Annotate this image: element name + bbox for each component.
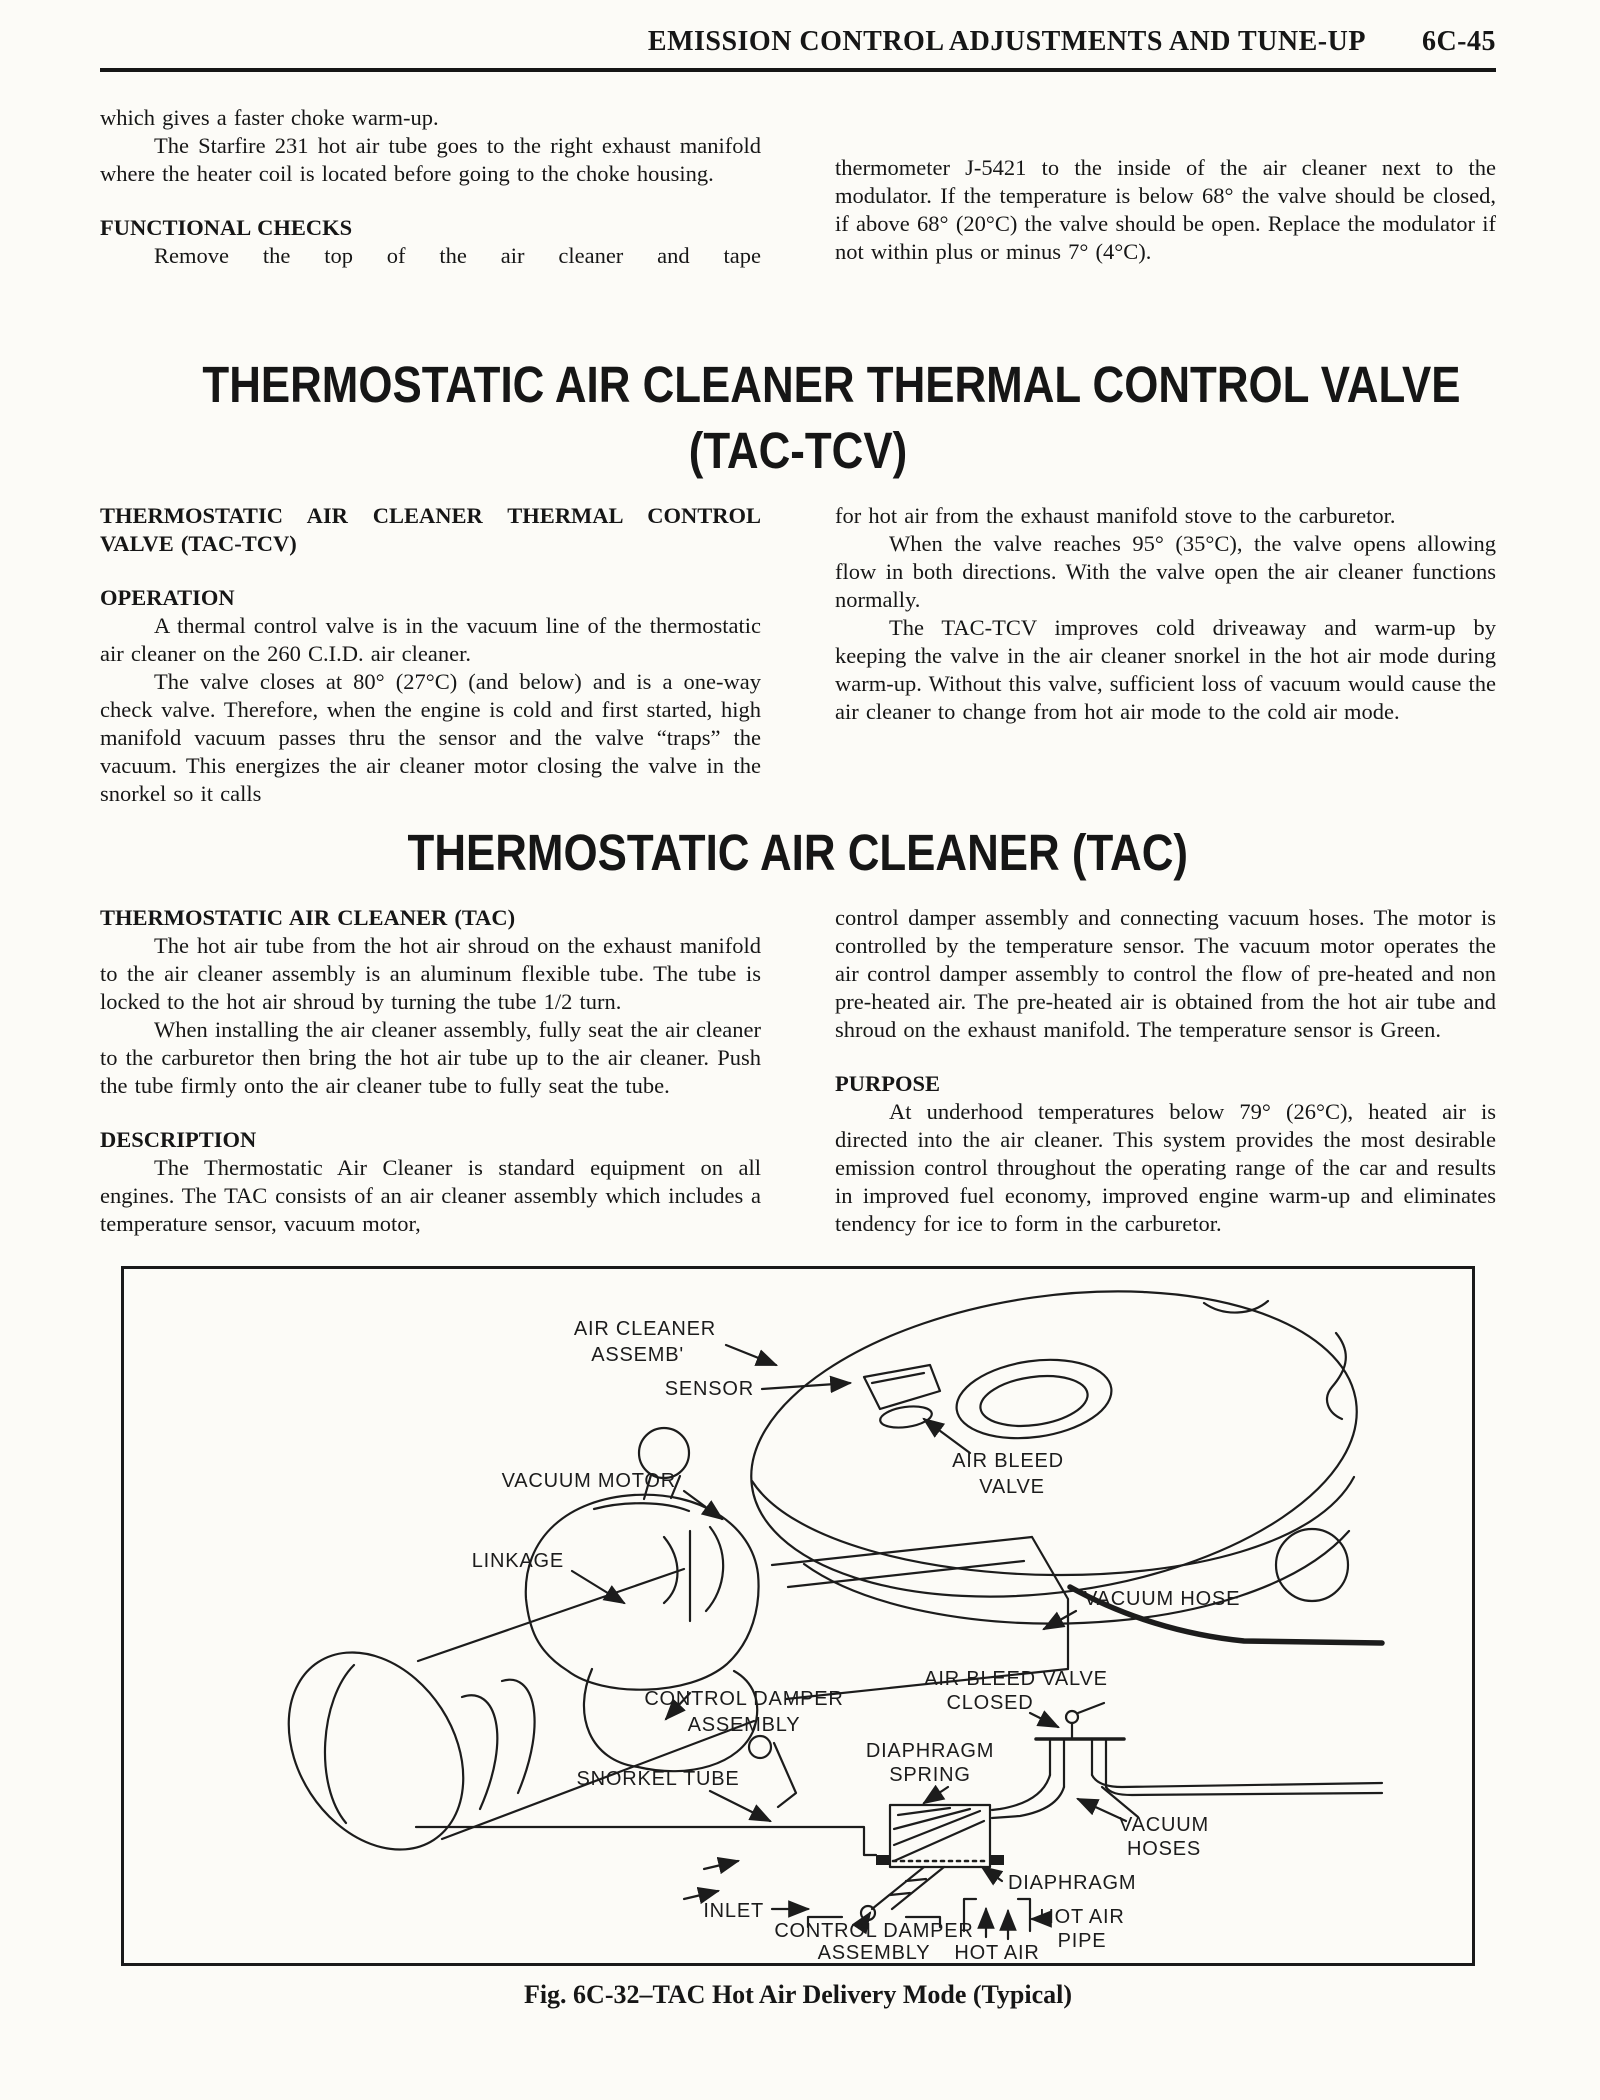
paragraph: which gives a faster choke warm-up. xyxy=(100,105,439,130)
label-linkage: LINKAGE xyxy=(471,1550,564,1572)
snorkel-floor-line xyxy=(416,1827,876,1855)
diaphragm-arrow xyxy=(982,1867,1002,1881)
lid-rim-arc xyxy=(752,1477,1354,1575)
running-head-title: EMISSION CONTROL ADJUSTMENTS AND TUNE-UP xyxy=(647,26,1366,57)
vacuum-hose-arrow xyxy=(1044,1611,1076,1629)
paragraph: Remove the top of the air cleaner and tape xyxy=(154,243,761,268)
snorkel-cap-inner xyxy=(325,1665,354,1823)
motor-detail xyxy=(594,1503,723,1611)
purpose-heading: PURPOSE xyxy=(835,1071,941,1096)
paragraph: The valve closes at 80° (27°C) (and below) and is a one-way check valve. Therefore, when the engine is cold and first started, high manifold vacuum passes thru the sensor and the valve “traps” the vacuum. This energizes the air cleaner motor closing the valve in the snorkel so it calls xyxy=(100,669,761,806)
label-control-damper-bottom-line2: ASSEMBLY xyxy=(817,1942,931,1963)
label-vacuum-hoses-line2: HOSES xyxy=(1126,1838,1202,1860)
air-cleaner-arrow xyxy=(726,1345,776,1365)
vacuum-motor-body xyxy=(526,1495,759,1690)
label-snorkel-tube: SNORKEL TUBE xyxy=(576,1768,740,1790)
damper-flap xyxy=(774,1743,796,1807)
label-air-bleed-closed-line1: AIR BLEED VALVE xyxy=(924,1668,1108,1690)
tac-title xyxy=(100,826,1496,880)
figure-box xyxy=(121,1266,1475,1966)
paragraph: The TAC-TCV improves cold driveaway and warm-up by keeping the valve in the air cleaner snorkel in the hot air mode during warm-up. Without this valve, sufficient loss of vacuum would cause the air cleaner to change from hot air mode to the cold air mode. xyxy=(835,615,1496,724)
air-bleed-closed-arrow xyxy=(1030,1713,1058,1727)
paragraph: control damper assembly and connecting vacuum hoses. The motor is controlled by the temperature sensor. The vacuum motor operates the air control damper assembly to control the flow of pre-heated and non pre-heated air. The pre-heated air is obtained from the hot air tube and shroud on the exhaust manifold. The temperature sensor is Green. xyxy=(835,905,1496,1042)
vacuum-motor-arrow xyxy=(684,1491,722,1519)
snorkel-end-cap xyxy=(253,1620,499,1883)
valve-lever-pivot xyxy=(1066,1711,1078,1723)
label-diaphragm-spring-line1: DIAPHRAGM xyxy=(865,1740,995,1762)
label-air-bleed-line1: AIR BLEED xyxy=(952,1450,1064,1472)
label-vacuum-hose: VACUUM HOSE xyxy=(1084,1588,1241,1610)
label-vacuum-hoses-line1: VACUUM xyxy=(1119,1814,1209,1836)
label-air-bleed-line2: VALVE xyxy=(979,1476,1045,1498)
description-heading: DESCRIPTION xyxy=(100,1127,257,1152)
flange-nub-left xyxy=(876,1855,890,1865)
tac-tcv-title-line2: (TAC-TCV) xyxy=(688,422,908,479)
intro-left-column xyxy=(100,104,761,340)
tac-tcv-left-column xyxy=(100,502,761,808)
label-sensor: SENSOR xyxy=(664,1378,754,1400)
label-inlet: INLET xyxy=(703,1900,764,1922)
page-number: 6C-45 xyxy=(1421,26,1496,57)
inlet-flow-arrow-2 xyxy=(684,1891,718,1899)
operation-heading: OPERATION xyxy=(100,585,235,610)
hot-air-pipe-bracket xyxy=(964,1899,1030,1931)
tac-left-column xyxy=(100,904,761,1238)
paragraph: A thermal control valve is in the vacuum line of the thermostatic air cleaner on the 260 C.I.D. air cleaner. xyxy=(100,613,761,666)
snorkel-tube-arrow xyxy=(710,1791,770,1821)
paragraph: The Starfire 231 hot air tube goes to the right exhaust manifold where the heater coil is located before going to the choke housing. xyxy=(100,133,761,186)
inlet-flow-arrow-1 xyxy=(704,1861,738,1869)
tac-tcv-section xyxy=(100,502,1496,808)
vacuum-hose-to-source xyxy=(1092,1775,1382,1795)
label-control-damper-top-line1: CONTROL DAMPER xyxy=(644,1688,844,1710)
cross-section xyxy=(416,1703,1382,1931)
paragraph: At underhood temperatures below 79° (26°C), heated air is directed into the air cleaner. This system provides the most desirable emission control throughout the operating range of the car and results in improved fuel economy, improved engine warm-up and eliminates tendency for ice to form in the carburetor. xyxy=(835,1099,1496,1236)
tac-right-column xyxy=(835,904,1496,1238)
label-air-cleaner-line2: ASSEMB' xyxy=(591,1344,684,1366)
diagram-labels xyxy=(472,1318,1241,1963)
damper-pivot xyxy=(749,1736,771,1758)
label-air-cleaner-line1: AIR CLEANER xyxy=(573,1318,716,1340)
label-air-bleed-closed-line2: CLOSED xyxy=(946,1692,1034,1714)
paragraph: thermometer J-5421 to the inside of the air cleaner next to the modulator. If the temperature is below 68° the valve should be closed, if above 68° (20°C) the valve should be open. Replace the modulator if not within plus or minus 7° (4°C). xyxy=(835,155,1496,264)
damper-door-ladder xyxy=(861,1867,944,1920)
diaphragm-spring-box xyxy=(876,1805,1004,1867)
label-hot-air-pipe-line2: PIPE xyxy=(1057,1930,1107,1952)
label-control-damper-bottom-line1: CONTROL DAMPER xyxy=(774,1920,974,1942)
housing-port xyxy=(1276,1529,1348,1601)
tac-section xyxy=(100,904,1496,1238)
page-header xyxy=(100,26,1496,72)
paragraph: for hot air from the exhaust manifold stove to the carburetor. xyxy=(835,503,1396,528)
tac-tcv-right-column xyxy=(835,502,1496,808)
sensor-body xyxy=(864,1365,940,1409)
label-hot-air-pipe-line1: HOT AIR xyxy=(1039,1906,1125,1928)
carburetor-hole xyxy=(951,1351,1116,1448)
paragraph: The hot air tube from the hot air shroud on the exhaust manifold to the air cleaner assembly is an aluminum flexible tube. The tube is locked to the hot air shroud by turning the tube 1/2 turn. xyxy=(100,933,761,1014)
air-bleed-arrow xyxy=(924,1419,970,1453)
tac-diagram xyxy=(124,1269,1472,1963)
label-diaphragm-spring-line2: SPRING xyxy=(889,1764,971,1786)
tac-subhead: THERMOSTATIC AIR CLEANER (TAC) xyxy=(100,905,516,930)
sensor-glyph xyxy=(864,1365,940,1431)
label-vacuum-motor: VACUUM MOTOR xyxy=(501,1470,676,1492)
paragraph: The Thermostatic Air Cleaner is standard equipment on all engines. The TAC consists of an air cleaner assembly which includes a temperature sensor, vacuum motor, xyxy=(100,1155,761,1236)
tac-tcv-title-line1: THERMOSTATIC AIR CLEANER THERMAL CONTROL VALVE xyxy=(202,356,1461,413)
paragraph: When the valve reaches 95° (35°C), the valve opens allowing flow in both directions. With the valve open the air cleaner functions normally. xyxy=(835,531,1496,612)
snorkel-cone xyxy=(253,1569,754,1882)
intro-right-column xyxy=(835,104,1496,340)
paragraph: When installing the air cleaner assembly, fully seat the air cleaner to the carburetor then bring the hot air tube up to the air cleaner. Push the tube firmly onto the air cleaner tube to fully seat the tube. xyxy=(100,1017,761,1098)
tac-tcv-subhead: THERMOSTATIC AIR CLEANER THERMAL CONTROL VALVE (TAC-TCV) xyxy=(100,503,761,556)
label-diaphragm: DIAPHRAGM xyxy=(1008,1872,1137,1894)
diaphragm-spring-arrow xyxy=(924,1787,948,1803)
door-lines xyxy=(872,1867,944,1909)
figure-caption: Fig. 6C-32–TAC Hot Air Delivery Mode (Typical) xyxy=(523,1980,1073,2009)
tac-title-line: THERMOSTATIC AIR CLEANER (TAC) xyxy=(407,824,1189,881)
label-control-damper-top-line2: ASSEMBLY xyxy=(687,1714,801,1736)
tac-tcv-title xyxy=(100,358,1496,478)
header-rule xyxy=(100,68,1496,72)
intro-section xyxy=(100,104,1496,340)
valve-legs xyxy=(1050,1739,1106,1787)
functional-checks-heading: FUNCTIONAL CHECKS xyxy=(100,215,353,240)
snorkel-stripes xyxy=(462,1680,535,1809)
spring-coils xyxy=(894,1808,984,1861)
label-hot-air: HOT AIR xyxy=(954,1942,1040,1963)
flange-nub-right xyxy=(990,1855,1004,1865)
carburetor-hole-inner xyxy=(977,1370,1091,1433)
vacuum-hose-to-motor xyxy=(992,1775,1064,1818)
